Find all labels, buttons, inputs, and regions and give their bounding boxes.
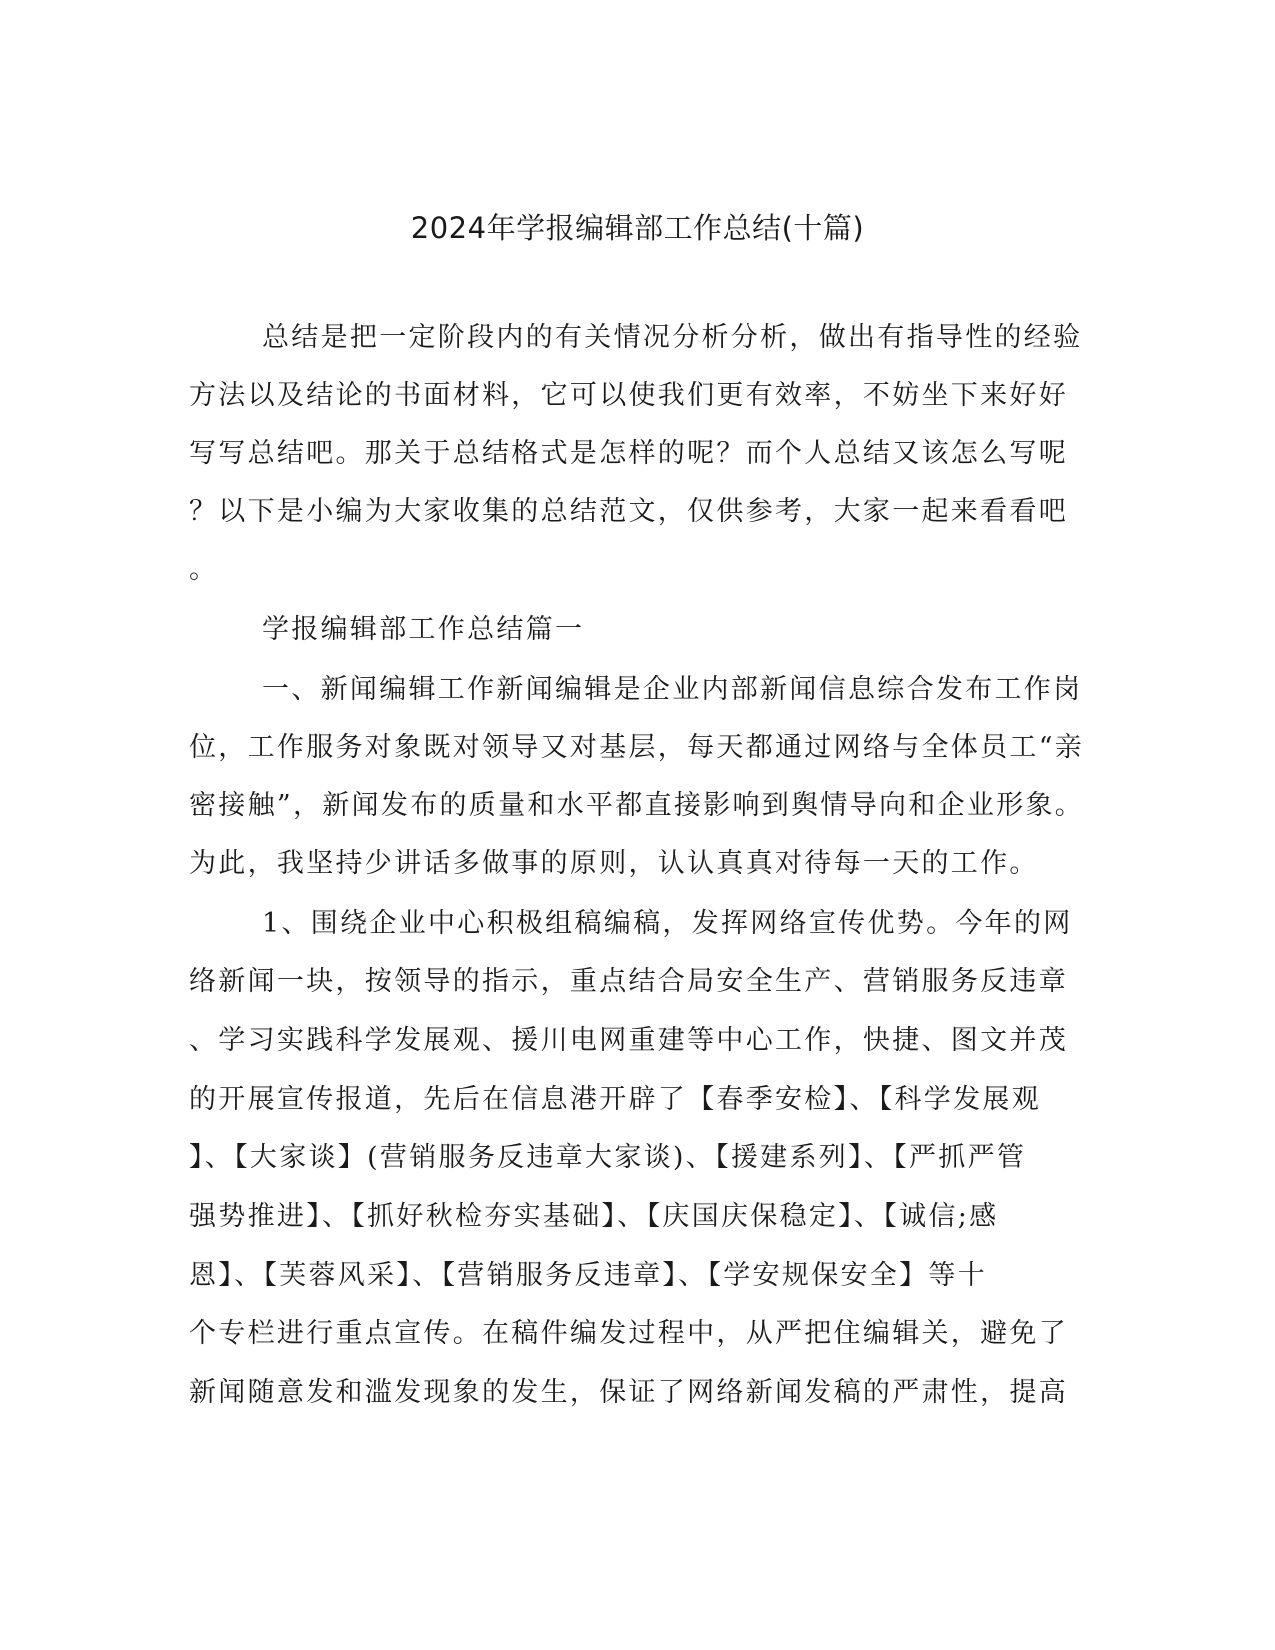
paragraph-line: 个专栏进行重点宣传。在稿件编发过程中，从严把住编辑关，避免了 <box>189 1318 1068 1349</box>
paragraph-line: 络新闻一块，按领导的指示，重点结合局安全生产、营销服务反违章 <box>189 966 1068 997</box>
paragraph-line: 的开展宣传报道，先后在信息港开辟了【春季安检】、【科学发展观 <box>189 1084 1041 1115</box>
paragraph-line: 强势推进】、【抓好秋检夯实基础】、【庆国庆保稳定】、【诚信;感 <box>189 1201 999 1232</box>
paragraph-line: 一、新闻编辑工作新闻编辑是企业内部新闻信息综合发布工作岗 <box>262 674 1083 705</box>
paragraph-line: 1、围绕企业中心积极组稿编稿，发挥网络宣传优势。今年的网 <box>262 908 1073 939</box>
section-heading: 学报编辑部工作总结篇一 <box>262 614 585 645</box>
paragraph-line: 写写总结吧。那关于总结格式是怎样的呢？而个人总结又该怎么写呢 <box>189 438 1068 469</box>
paragraph-line: ？以下是小编为大家收集的总结范文，仅供参考，大家一起来看看吧 <box>189 496 1068 527</box>
paragraph-line: 方法以及结论的书面材料，它可以使我们更有效率，不妨坐下来好好 <box>189 380 1068 411</box>
paragraph-line: 】、【大家谈】(营销服务反违章大家谈)、【援建系列】、【严抓严管 <box>189 1142 1027 1173</box>
paragraph-line: 位，工作服务对象既对领导又对基层，每天都通过网络与全体员工“亲 <box>189 732 1085 763</box>
paragraph-line: 。 <box>189 554 219 585</box>
paragraph-line: 密接触”，新闻发布的质量和水平都直接影响到舆情导向和企业形象。 <box>189 790 1085 821</box>
paragraph-line: 、学习实践科学发展观、援川电网重建等中心工作，快捷、图文并茂 <box>189 1025 1068 1056</box>
paragraph-line: 为此，我坚持少讲话多做事的原则，认认真真对待每一天的工作。 <box>189 848 1039 879</box>
paragraph-line: 新闻随意发和滥发现象的发生，保证了网络新闻发稿的严肃性，提高 <box>189 1377 1068 1408</box>
paragraph-line: 恩】、【芙蓉风采】、【营销服务反违章】、【学安规保安全】等十 <box>189 1260 987 1291</box>
document-title: 2024年学报编辑部工作总结(十篇) <box>410 211 865 245</box>
paragraph-line: 总结是把一定阶段内的有关情况分析分析，做出有指导性的经验 <box>262 322 1083 353</box>
